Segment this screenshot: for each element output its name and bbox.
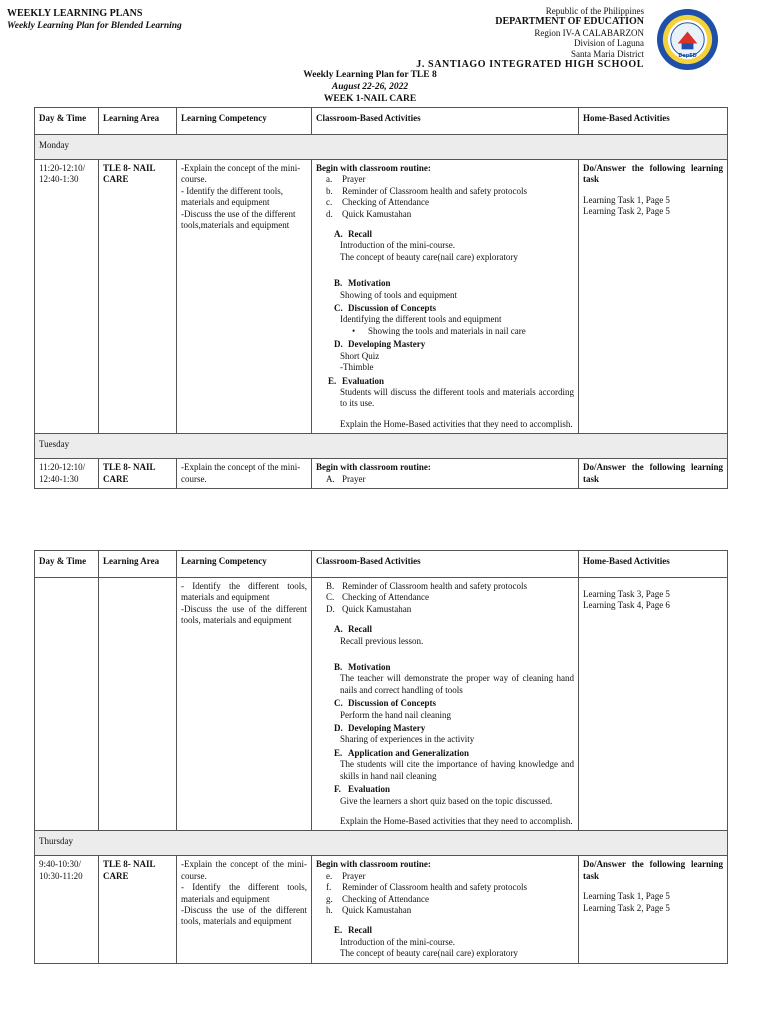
school-seal-logo bbox=[656, 8, 719, 71]
competency-item: -Explain the concept of the mini-course. bbox=[181, 859, 307, 881]
competency-item: -Explain the concept of the mini-course. bbox=[181, 163, 301, 185]
section-text: Explain the Home-Based activities that they need to accomplish. bbox=[340, 418, 573, 429]
section-heading: B. Motivation bbox=[334, 278, 391, 289]
division-text: Division of Laguna bbox=[574, 38, 644, 49]
home-activities-cell bbox=[579, 160, 728, 434]
section-text: Give the learners a short quiz based on the topic discussed. bbox=[340, 795, 553, 806]
day-label: Monday bbox=[35, 135, 728, 160]
section-heading: E. Recall bbox=[334, 925, 372, 936]
section-text: Sharing of experiences in the activity bbox=[340, 734, 475, 745]
weekly-plan-table-page-1 bbox=[34, 107, 728, 489]
section-text: Students will discuss the different tools and materials according to its use. bbox=[340, 386, 574, 409]
section-heading: A. Recall bbox=[334, 229, 372, 240]
competency-cell bbox=[177, 160, 312, 434]
section-text: Short Quiz bbox=[340, 350, 380, 361]
home-task: Learning Task 1, Page 5 bbox=[583, 891, 670, 902]
day-label: Thursday bbox=[35, 831, 728, 856]
home-task: Learning Task 4, Page 6 bbox=[583, 600, 670, 611]
routine-item: e. Prayer bbox=[326, 870, 366, 881]
section-text: Showing of tools and equipment bbox=[340, 289, 457, 300]
learning-area-cell: TLE 8- NAIL CARE bbox=[99, 459, 177, 489]
routine-item: A. Prayer bbox=[326, 473, 366, 484]
plan-heading: WEEKLY LEARNING PLANS bbox=[7, 8, 143, 19]
home-task-lead: Do/Answer the following learning task bbox=[583, 163, 723, 185]
learning-area-cell bbox=[99, 578, 177, 831]
competency-item: - Identify the different tools, materials and equipment bbox=[181, 581, 307, 603]
section-text: Introduction of the mini-course. bbox=[340, 240, 455, 251]
day-row-tuesday bbox=[35, 434, 728, 459]
district-text: Santa Maria District bbox=[571, 49, 644, 60]
routine-item: f. Reminder of Classroom health and safety protocols bbox=[326, 882, 527, 893]
section-heading: B. Motivation bbox=[334, 662, 391, 673]
col-learning-area: Learning Area bbox=[99, 108, 177, 135]
section-heading: C. Discussion of Concepts bbox=[334, 303, 437, 314]
time-cell bbox=[35, 578, 99, 831]
competency-cell bbox=[177, 856, 312, 963]
home-activities-cell bbox=[579, 459, 728, 489]
section-text: Perform the hand nail cleaning bbox=[340, 709, 451, 720]
col-learning-competency: Learning Competency bbox=[177, 551, 312, 578]
classroom-activities-cell bbox=[312, 578, 579, 831]
table-row-thursday bbox=[35, 856, 728, 963]
section-heading: D. Developing Mastery bbox=[334, 339, 426, 350]
day-row-monday bbox=[35, 135, 728, 160]
routine-label: Begin with classroom routine: bbox=[316, 859, 431, 870]
section-heading: C. Discussion of Concepts bbox=[334, 698, 437, 709]
republic-text: Republic of the Philippines bbox=[545, 6, 644, 16]
col-day-time: Day & Time bbox=[35, 108, 99, 135]
competency-item: - Identify the different tools, materials and equipment bbox=[181, 185, 284, 208]
home-task-lead: Do/Answer the following learning task bbox=[583, 462, 723, 484]
competency-item: -Discuss the use of the different tools, materials and equipment bbox=[181, 603, 307, 626]
col-learning-area: Learning Area bbox=[99, 551, 177, 578]
table-row-monday bbox=[35, 160, 728, 434]
home-task: Learning Task 2, Page 5 bbox=[583, 206, 670, 217]
section-heading: F. Evaluation bbox=[334, 784, 391, 795]
learning-area-cell: TLE 8- NAIL CARE bbox=[99, 856, 177, 963]
time-cell: 11:20-12:10/ 12:40-1:30 bbox=[35, 160, 99, 434]
classroom-activities-cell bbox=[312, 459, 579, 489]
routine-item: C. Checking of Attendance bbox=[326, 592, 429, 603]
home-activities-cell bbox=[579, 856, 728, 963]
home-task-lead: Do/Answer the following learning task bbox=[583, 859, 723, 881]
col-home-activities: Home-Based Activities bbox=[579, 108, 728, 135]
routine-label: Begin with classroom routine: bbox=[316, 462, 431, 473]
routine-item: g. Checking of Attendance bbox=[326, 893, 429, 904]
department-text: DEPARTMENT OF EDUCATION bbox=[495, 15, 644, 27]
section-text: -Thimble bbox=[340, 362, 374, 373]
learning-area-cell: TLE 8- NAIL CARE bbox=[99, 160, 177, 434]
region-text: Region IV-A CALABARZON bbox=[534, 27, 644, 38]
section-text: The concept of beauty care(nail care) exploratory bbox=[340, 948, 518, 959]
col-classroom-activities: Classroom-Based Activities bbox=[312, 108, 579, 135]
routine-item: b. Reminder of Classroom health and safety protocols bbox=[326, 185, 527, 196]
routine-label: Begin with classroom routine: bbox=[316, 163, 431, 173]
title-line-1: Weekly Learning Plan for TLE 8 bbox=[303, 70, 437, 80]
routine-item: a. Prayer bbox=[326, 174, 366, 185]
col-learning-competency: Learning Competency bbox=[177, 108, 312, 135]
bullet-item: • Showing the tools and materials in nail care bbox=[352, 325, 526, 336]
table-header-row bbox=[35, 108, 728, 135]
section-text: Introduction of the mini-course. bbox=[340, 936, 455, 947]
competency-item: -Discuss the use of the different tools, materials and equipment bbox=[181, 904, 307, 927]
col-home-activities: Home-Based Activities bbox=[579, 551, 728, 578]
home-task: Learning Task 2, Page 5 bbox=[583, 902, 670, 913]
seal-label: DepED bbox=[678, 53, 697, 60]
home-activities-cell bbox=[579, 578, 728, 831]
title-date: August 22-26, 2022 bbox=[331, 82, 409, 92]
plan-title bbox=[0, 69, 740, 105]
section-heading: E. Application and Generalization bbox=[334, 747, 470, 758]
time-cell: 11:20-12:10/ 12:40-1:30 bbox=[35, 459, 99, 489]
section-heading: E. Evaluation bbox=[328, 375, 385, 386]
routine-item: B. Reminder of Classroom health and safety protocols bbox=[326, 581, 527, 591]
section-text: Explain the Home-Based activities that they need to accomplish. bbox=[340, 815, 573, 826]
section-text: The teacher will demonstrate the proper way of cleaning hand nails and correct handling of tools bbox=[340, 673, 574, 695]
table-header-row bbox=[35, 551, 728, 578]
col-day-time: Day & Time bbox=[35, 551, 99, 578]
title-week: WEEK 1-NAIL CARE bbox=[323, 94, 417, 104]
routine-item: D. Quick Kamustahan bbox=[326, 603, 412, 614]
home-task: Learning Task 1, Page 5 bbox=[583, 194, 670, 205]
competency-cell bbox=[177, 578, 312, 831]
home-task: Learning Task 3, Page 5 bbox=[583, 589, 670, 599]
header-right bbox=[416, 6, 644, 71]
header-left bbox=[7, 8, 182, 32]
competency-item: -Discuss the use of the different tools,materials and equipment bbox=[181, 208, 296, 231]
routine-item: h. Quick Kamustahan bbox=[326, 904, 412, 915]
plan-subheading: Weekly Learning Plan for Blended Learning bbox=[7, 21, 182, 31]
section-text: The students will cite the importance of having knowledge and skills in hand nail cleaning bbox=[340, 759, 574, 781]
competency-cell: -Explain the concept of the mini-course. bbox=[177, 459, 312, 489]
day-row-thursday bbox=[35, 831, 728, 856]
classroom-activities-cell bbox=[312, 856, 579, 963]
section-text: Recall previous lesson. bbox=[340, 635, 424, 646]
routine-item: d. Quick Kamustahan bbox=[326, 208, 412, 219]
competency-item: - Identify the different tools, materials and equipment bbox=[181, 882, 307, 904]
table-row-tuesday bbox=[35, 459, 728, 489]
school-name: J. SANTIAGO INTEGRATED HIGH SCHOOL bbox=[416, 58, 644, 70]
section-text: The concept of beauty care(nail care) exploratory bbox=[340, 251, 518, 262]
time-cell: 9:40-10:30/ 10:30-11:20 bbox=[35, 856, 99, 963]
section-heading: A. Recall bbox=[334, 624, 372, 635]
day-label: Tuesday bbox=[35, 434, 728, 459]
table-row-tuesday-continued bbox=[35, 578, 728, 831]
section-heading: D. Developing Mastery bbox=[334, 723, 426, 734]
col-classroom-activities: Classroom-Based Activities bbox=[312, 551, 579, 578]
classroom-activities-cell bbox=[312, 160, 579, 434]
weekly-plan-table-page-2 bbox=[34, 550, 728, 964]
section-text: Identifying the different tools and equipment bbox=[340, 314, 502, 325]
routine-item: c. Checking of Attendance bbox=[326, 197, 429, 208]
